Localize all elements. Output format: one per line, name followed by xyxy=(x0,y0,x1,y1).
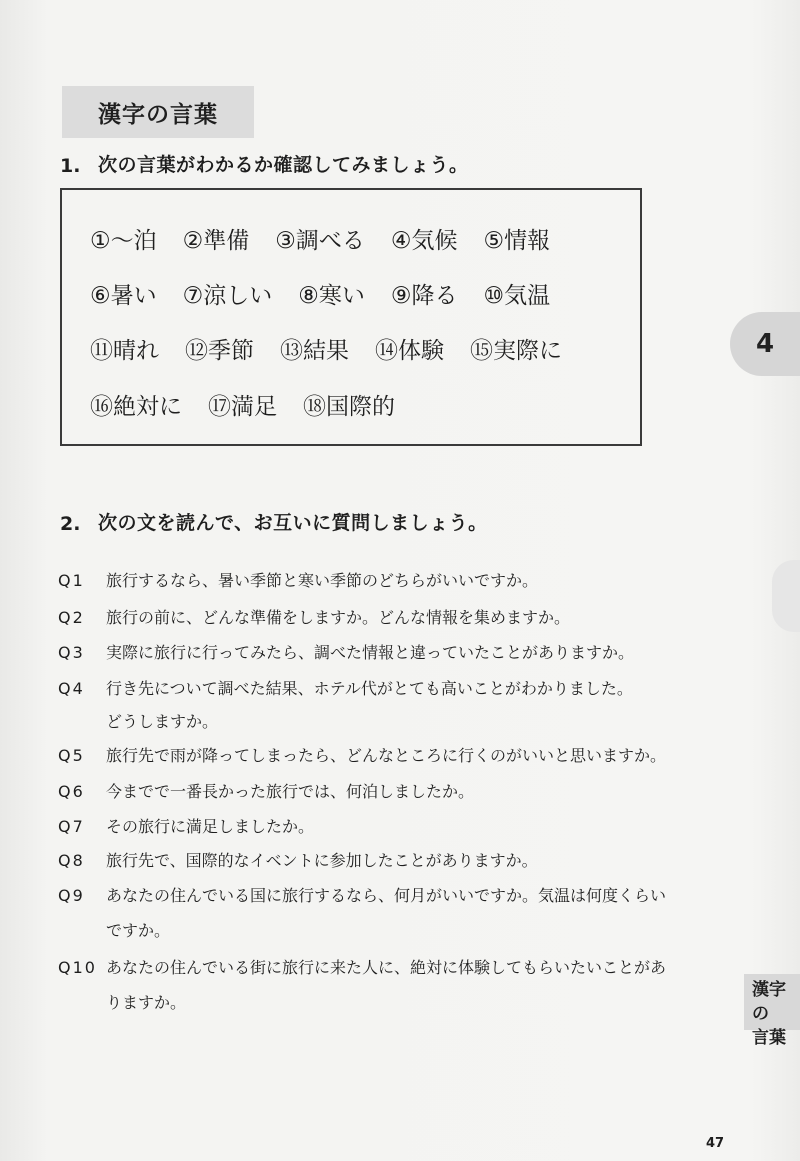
question-label: Q4 xyxy=(58,679,85,698)
question-text: 旅行先で、国際的なイベントに参加したことがありますか。 xyxy=(106,851,538,870)
question-text: 旅行するなら、暑い季節と寒い季節のどちらがいいですか。 xyxy=(106,571,539,590)
vocab-item: ⑫季節 xyxy=(185,338,254,364)
question-1-heading xyxy=(60,150,469,177)
question-1-number: 1. xyxy=(60,155,81,177)
question-text: 行き先について調べた結果、ホテル代がとても高いことがわかりました。 xyxy=(106,679,633,698)
question-label: Q6 xyxy=(58,782,85,801)
vocab-item: ⑤情報 xyxy=(483,228,551,254)
question-row xyxy=(58,955,666,978)
vocab-item: ⑧寒い xyxy=(298,283,365,309)
page-edge-tab xyxy=(772,560,800,632)
question-row xyxy=(58,676,633,699)
question-label: Q1 xyxy=(58,571,85,590)
question-row xyxy=(58,814,314,837)
page-number: 47 xyxy=(706,1136,725,1151)
question-continuation: ですか。 xyxy=(106,921,171,940)
question-text: あなたの住んでいる街に旅行に来た人に、絶対に体験してもらいたいことがあ xyxy=(106,958,667,977)
vocab-item: ⑱国際的 xyxy=(303,394,395,420)
question-text: 実際に旅行に行ってみたら、調べた情報と違っていたことがありますか。 xyxy=(106,643,635,662)
vocab-item: ⑥暑い xyxy=(90,283,157,309)
vocab-item: ⑬結果 xyxy=(280,338,349,364)
vocab-item: ②準備 xyxy=(182,228,250,254)
question-text: 今までで一番長かった旅行では、何泊しましたか。 xyxy=(106,782,475,801)
section-title: 漢字の言葉 xyxy=(62,86,254,138)
question-row xyxy=(58,779,474,802)
vocab-item: ①～泊 xyxy=(90,228,157,254)
vocab-item: ③調べる xyxy=(275,228,365,254)
chapter-tab: 4 xyxy=(730,312,800,376)
vocab-row-3 xyxy=(90,332,588,365)
question-label: Q10 xyxy=(58,958,97,977)
vocab-row-4 xyxy=(90,388,421,421)
vocab-item: ⑯絶対に xyxy=(90,394,182,420)
vocab-item: ⑩気温 xyxy=(483,283,551,309)
question-continuation: どうしますか。 xyxy=(106,712,219,731)
vocab-item: ⑭体験 xyxy=(375,338,444,364)
question-continuation: りますか。 xyxy=(106,993,187,1012)
question-2-heading xyxy=(60,508,488,535)
question-label: Q3 xyxy=(58,643,85,662)
question-text: 旅行の前に、どんな準備をしますか。どんな情報を集めますか。 xyxy=(106,608,571,627)
question-row xyxy=(58,640,634,663)
question-text: 旅行先で雨が降ってしまったら、どんなところに行くのがいいと思いますか。 xyxy=(106,746,667,765)
question-row xyxy=(58,848,538,871)
vocab-item: ⑪晴れ xyxy=(90,338,159,364)
question-1-text: 次の言葉がわかるか確認してみましょう。 xyxy=(98,154,469,176)
question-text: あなたの住んでいる国に旅行するなら、何月がいいですか。気温は何度くらい xyxy=(106,886,667,905)
vocabulary-box xyxy=(60,188,642,446)
question-label: Q2 xyxy=(58,608,85,627)
vocab-item: ⑮実際に xyxy=(470,338,562,364)
question-text: その旅行に満足しましたか。 xyxy=(106,817,315,836)
side-index-label: 漢字の 言葉 xyxy=(744,974,800,1030)
vocab-item: ⑨降る xyxy=(390,283,458,309)
vocab-row-1 xyxy=(90,222,576,255)
question-row xyxy=(58,605,570,628)
question-label: Q9 xyxy=(58,886,85,905)
vocab-item: ⑦涼しい xyxy=(182,283,273,309)
question-2-text: 次の文を読んで、お互いに質問しましょう。 xyxy=(98,512,488,534)
question-2-number: 2. xyxy=(60,513,81,535)
question-label: Q7 xyxy=(58,817,85,836)
vocab-item: ⑰満足 xyxy=(208,394,277,420)
vocab-row-2 xyxy=(90,277,576,310)
question-row xyxy=(58,568,538,591)
question-row xyxy=(58,743,666,766)
question-label: Q5 xyxy=(58,746,85,765)
question-label: Q8 xyxy=(58,851,85,870)
question-row xyxy=(58,883,666,906)
vocab-item: ④気候 xyxy=(390,228,458,254)
